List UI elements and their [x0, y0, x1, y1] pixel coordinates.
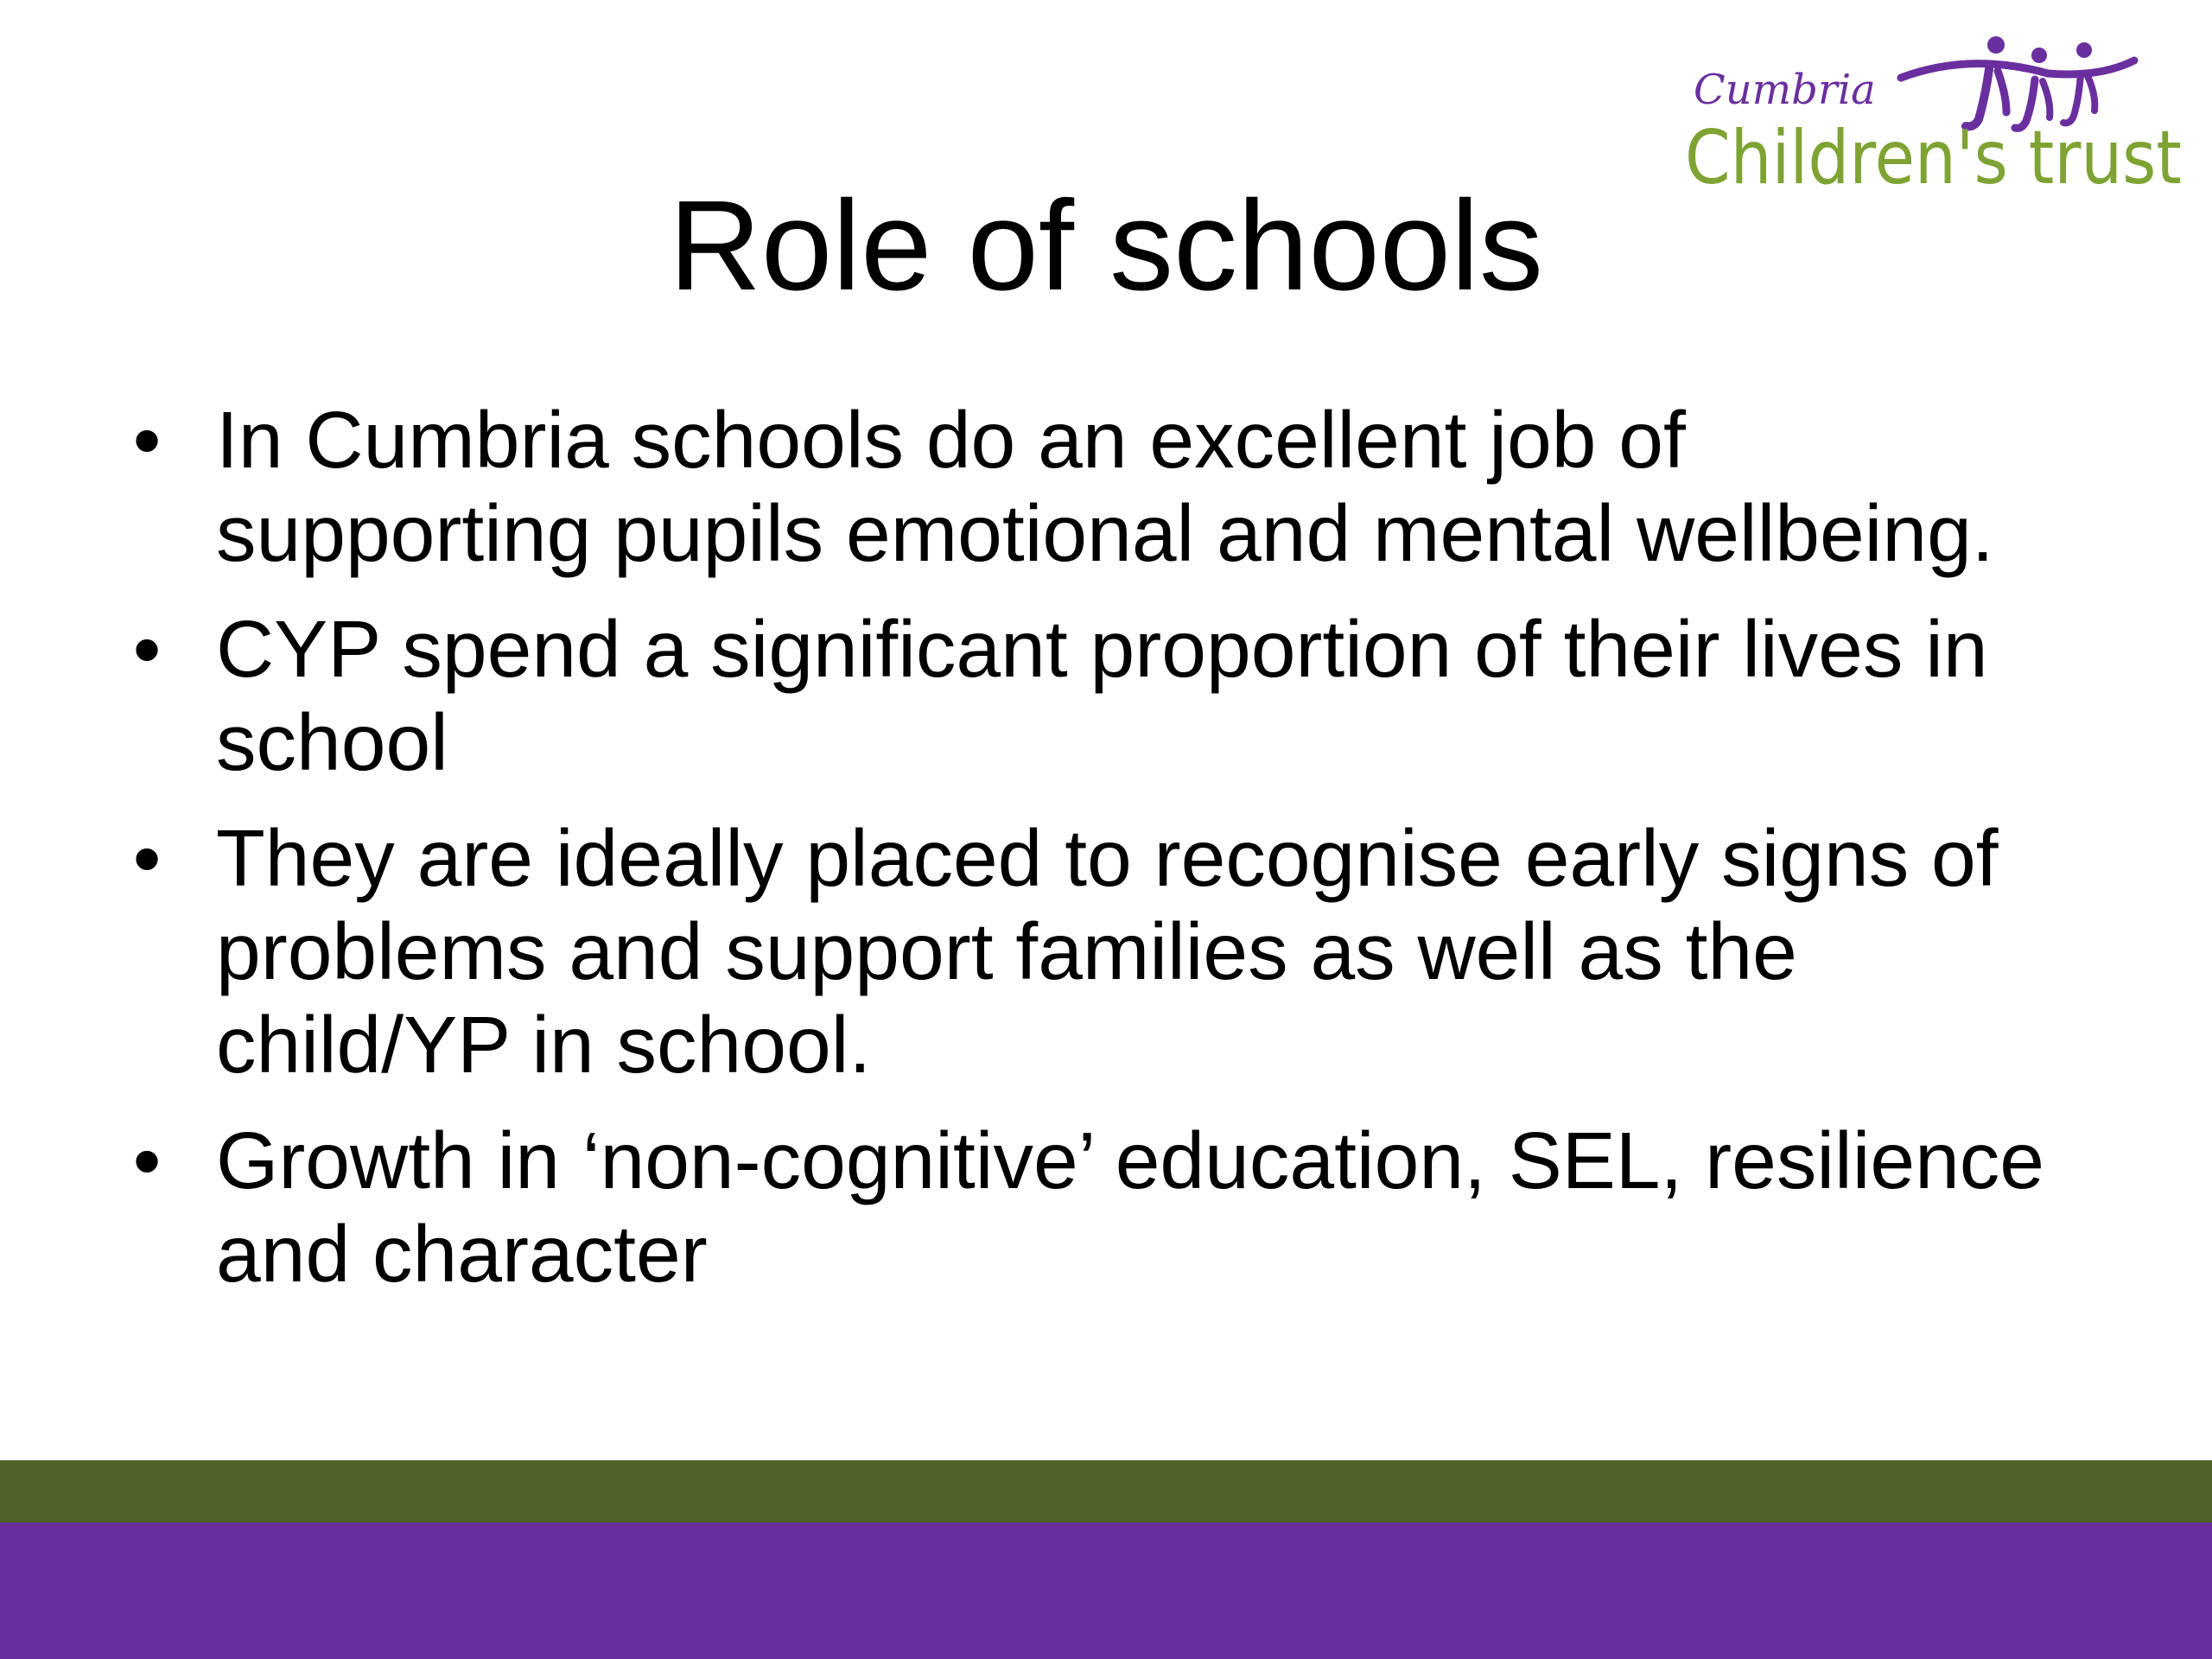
logo-text-childrens-trust: Children's trust: [1685, 115, 2182, 201]
logo-text-cumbria: Cumbria: [1694, 66, 1876, 114]
slide-title: Role of schools: [669, 175, 1543, 317]
bullet-point-icon: •: [132, 604, 162, 694]
bullet-text: CYP spend a significant proportion of their lives in school: [216, 604, 1988, 787]
bullet-point-icon: •: [132, 813, 162, 903]
bullet-item: [130, 602, 2082, 789]
bullet-list: [130, 393, 2082, 1323]
footer-band-purple: [0, 1522, 2212, 1659]
footer-band-green: [0, 1460, 2212, 1522]
bullet-text: In Cumbria schools do an excellent job of supporting pupils emotional and mental wellbeing.: [216, 395, 1994, 578]
bullet-point-icon: •: [132, 1116, 162, 1205]
bullet-item: [130, 811, 2082, 1091]
bullet-item: [130, 393, 2082, 580]
bullet-point-icon: •: [132, 395, 162, 485]
bullet-text: They are ideally placed to recognise early signs of problems and support families as well as the child/YP in school.: [216, 813, 1999, 1090]
bullet-item: [130, 1114, 2082, 1300]
bullet-text: Growth in ‘non-cognitive’ education, SEL, resilience and character: [216, 1116, 2045, 1299]
